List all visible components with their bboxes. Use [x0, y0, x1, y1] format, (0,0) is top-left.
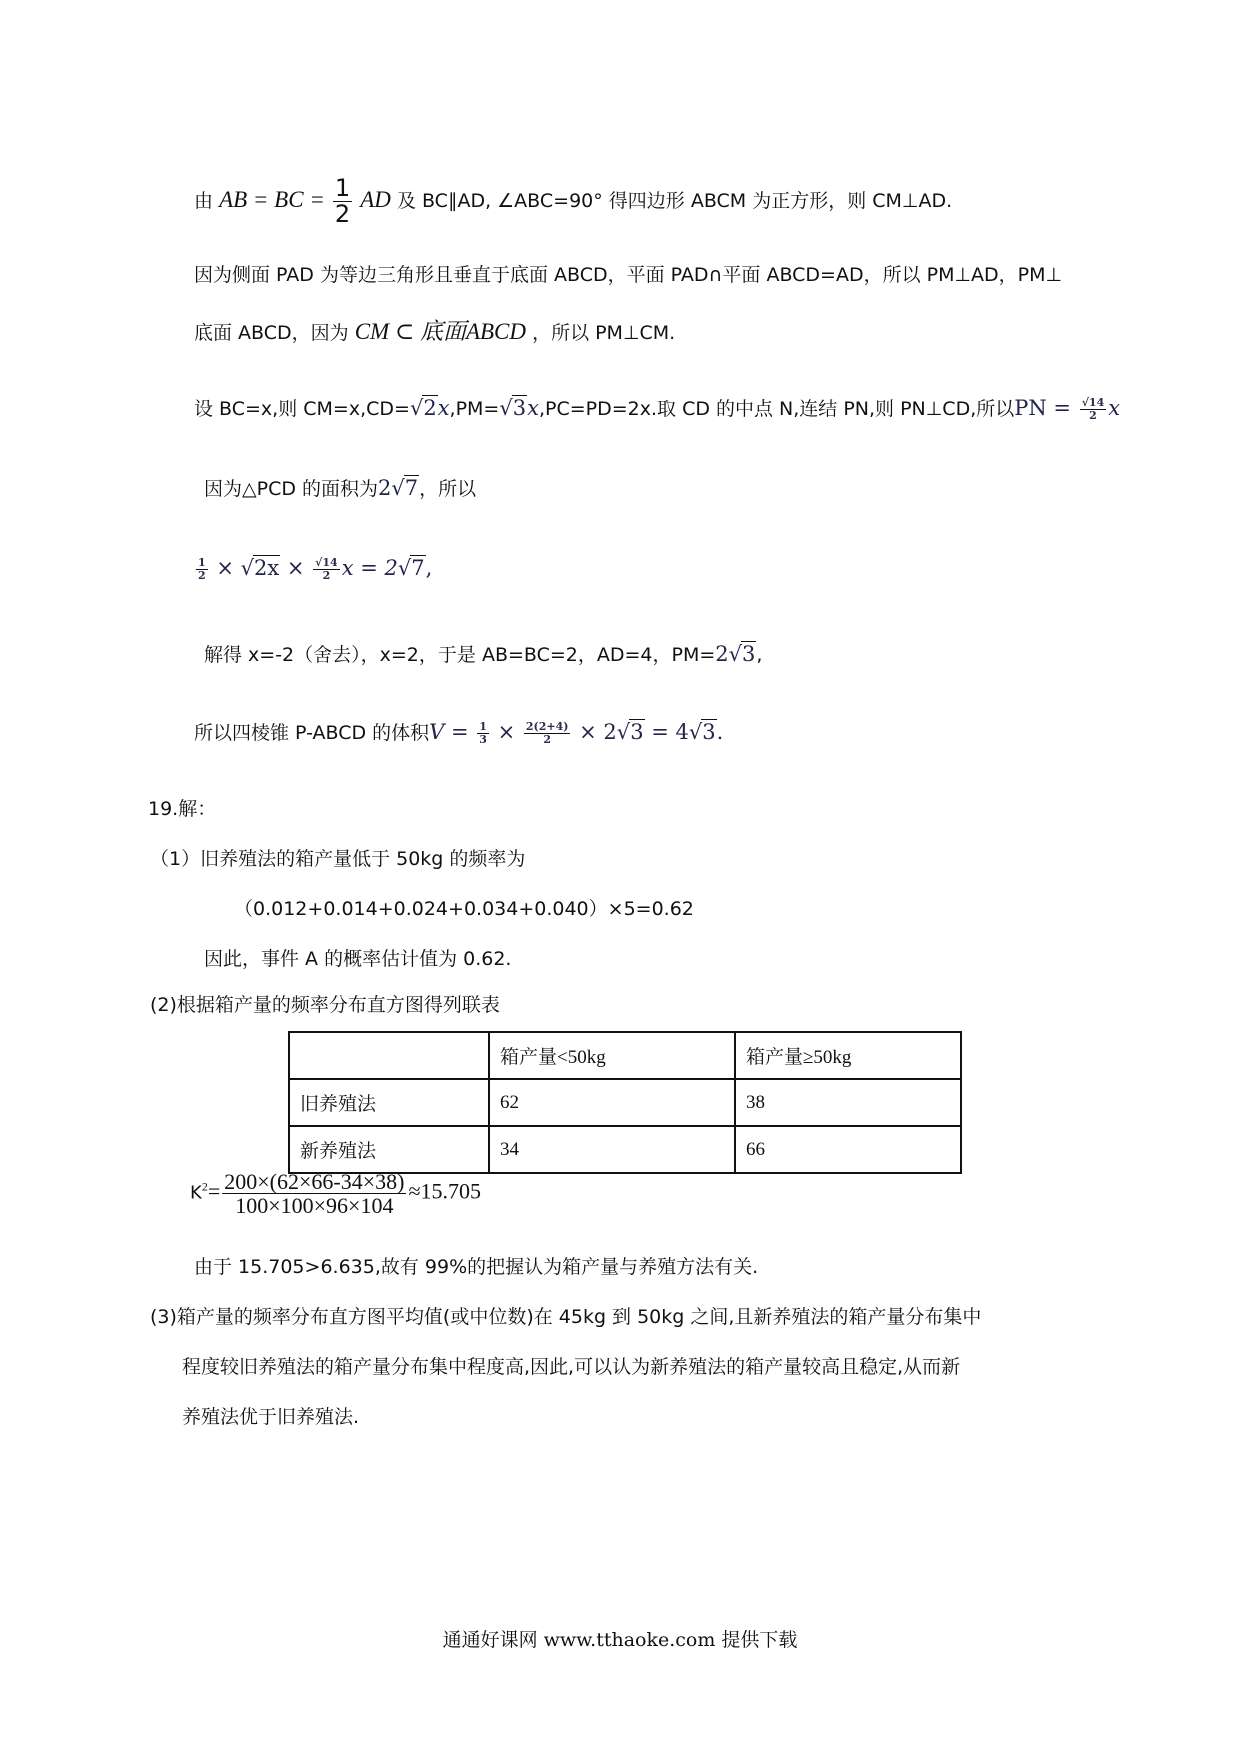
table-row: [289, 1079, 961, 1126]
p18-line-4: 设 BC=x,则 CM=x,CD=√2x,PM=√3x,PC=PD=2x.取 CD 的中点 N,连结 PN,则 PN⊥CD,所以PN = $\frac{√14}{2}$ x: [194, 396, 1121, 422]
table-row: [289, 1126, 961, 1173]
table-cell: 新养殖法: [289, 1126, 489, 1173]
q19-part3-line2: 程度较旧养殖法的箱产量分布集中程度高,因此,可以认为新养殖法的箱产量较高且稳定,从而新: [182, 1356, 961, 1378]
pm-value: 2√3: [715, 642, 756, 666]
footer-watermark: 通通好课网 www.tthaoke.com 提供下载: [442, 1629, 798, 1651]
q19-part1-calc: （0.012+0.014+0.024+0.034+0.040）×5=0.62: [234, 898, 694, 920]
volume-equation: V = $\frac{1}{3}$ × $\frac{2(2+4)}{2}$ × 2√3 = 4√3.: [429, 720, 724, 746]
p18-line-8: 所以四棱锥 P-ABCD 的体积V = $\frac{1}{3}$ × $\frac{2(2+4)}{2}$ × 2√3 = 4√3.: [194, 720, 724, 746]
table-cell: 箱产量≥50kg: [735, 1032, 961, 1079]
table-cell: [289, 1032, 489, 1079]
q19-part1-conclusion: 因此，事件 A 的概率估计值为 0.62.: [204, 948, 512, 970]
k2-formula: $K^2=$ $\frac{200\times(62\times 66-34\times 38)}{100\times 100\times 96\times 104}$ ≈15.705: [190, 1169, 482, 1219]
q19-part2: (2)根据箱产量的频率分布直方图得列联表: [150, 994, 500, 1016]
q19-part3-line1: (3)箱产量的频率分布直方图平均值(或中位数)在 45kg 到 50kg 之间,且新养殖法的箱产量分布集中: [150, 1306, 982, 1328]
pn-expression: PN = $\frac{√14}{2}$ x: [1014, 396, 1121, 422]
table-cell: 38: [735, 1079, 961, 1126]
table-cell: 66: [735, 1126, 961, 1173]
math-ab-bc: AB = BC =: [219, 187, 325, 213]
p18-line-5: 因为△PCD 的面积为2√7，所以: [204, 476, 477, 500]
fraction-half: $\frac{1}{2}$: [334, 174, 351, 229]
table-header-row: [289, 1032, 961, 1079]
p18-line-7: 解得 x=-2（舍去），x=2，于是 AB=BC=2，AD=4，PM=2√3,: [204, 642, 763, 666]
sqrt-3x: √3x: [499, 396, 539, 420]
sqrt-2x: √2x: [409, 396, 450, 420]
table-cell: 34: [489, 1126, 735, 1173]
math-cm-subset: CM ⊂ 底面ABCD: [354, 319, 527, 344]
table-cell: 旧养殖法: [289, 1079, 489, 1126]
contingency-table: [288, 1031, 962, 1174]
p18-line-3: 底面 ABCD，因为 CM ⊂ 底面ABCD ，所以 PM⊥CM.: [194, 319, 676, 344]
area-value: 2√7: [378, 476, 419, 500]
q19-title: 19.解：: [148, 798, 217, 820]
q19-part1: （1）旧养殖法的箱产量低于 50kg 的频率为: [150, 848, 526, 870]
p18-line-2: 因为侧面 PAD 为等边三角形且垂直于底面 ABCD，平面 PAD∩平面 ABCD=AD，所以 PM⊥AD，PM⊥: [194, 264, 1063, 286]
table-cell: 箱产量<50kg: [489, 1032, 735, 1079]
q19-part3-line3: 养殖法优于旧养殖法.: [182, 1406, 360, 1428]
q19-part2-conclusion: 由于 15.705>6.635,故有 99%的把握认为箱产量与养殖方法有关.: [194, 1256, 759, 1278]
p18-line-1: 由 AB = BC = $\frac{1}{2}$ AD 及 BC∥AD, ∠ABC=90° 得四边形 ABCM 为正方形，则 CM⊥AD.: [194, 174, 953, 229]
p18-area-equation: $\frac{1}{2}$ × √2x × $\frac{√14}{2}$ x = 2√7,: [198, 556, 433, 582]
table-cell: 62: [489, 1079, 735, 1126]
